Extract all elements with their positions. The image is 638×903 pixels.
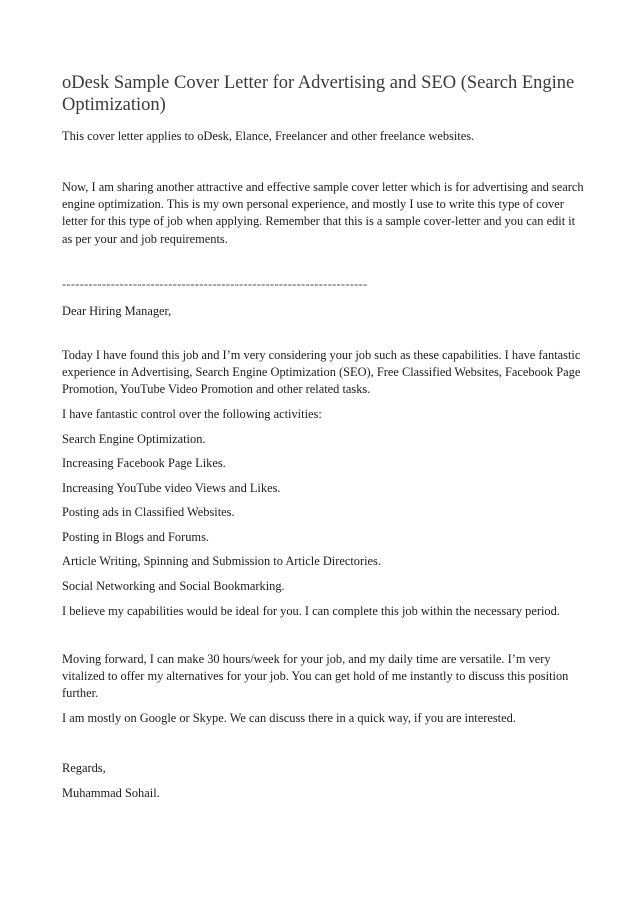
salutation: Dear Hiring Manager, [62,304,172,318]
activity-item: Increasing YouTube video Views and Likes. [62,481,281,495]
body-paragraph-2: Moving forward, I can make 30 hours/week for your job, and my daily time are versatile. I’m very vitalized to offer my alternatives for your job. You can get hold of me instantly to discuss this position further. [62,652,569,701]
activity-item: Article Writing, Spinning and Submission to Article Directories. [62,554,381,568]
activity-item: Posting ads in Classified Websites. [62,505,235,519]
activities-intro: I have fantastic control over the following activities: [62,407,322,421]
body-paragraph-1: Today I have found this job and I’m very considering your job such as these capabilities. I have fantastic experience in Advertising, Search Engine Optimization (SEO), Free Classified Websites, Facebook Page Promotion, YouTube Video Promotion and other related tasks. [62,348,581,397]
activity-item: Search Engine Optimization. [62,432,206,446]
capabilities-statement: I believe my capabilities would be ideal for you. I can complete this job within the necessary period. [62,604,560,618]
activity-item: Posting in Blogs and Forums. [62,530,209,544]
closing: Regards, [62,761,106,775]
intro-text: This cover letter applies to oDesk, Elance, Freelancer and other freelance websites. [62,129,475,143]
activity-item: Increasing Facebook Page Likes. [62,456,226,470]
contact-line: I am mostly on Google or Skype. We can discuss there in a quick way, if you are interested. [62,711,516,725]
description-paragraph: Now, I am sharing another attractive and effective sample cover letter which is for advertising and search engine optimization. This is my own personal experience, and mostly I use to write this type of cover letter for this type of job when applying. Remember that this is a sample cover-letter and you can edit it as per your and job requirements. [62,180,584,246]
separator-line: --------------------------------------------------------------------- [62,277,368,291]
signature: Muhammad Sohail. [62,786,160,800]
activity-item: Social Networking and Social Bookmarking. [62,579,285,593]
document-title: oDesk Sample Cover Letter for Advertising and SEO (Search Engine Optimization) [62,73,575,115]
